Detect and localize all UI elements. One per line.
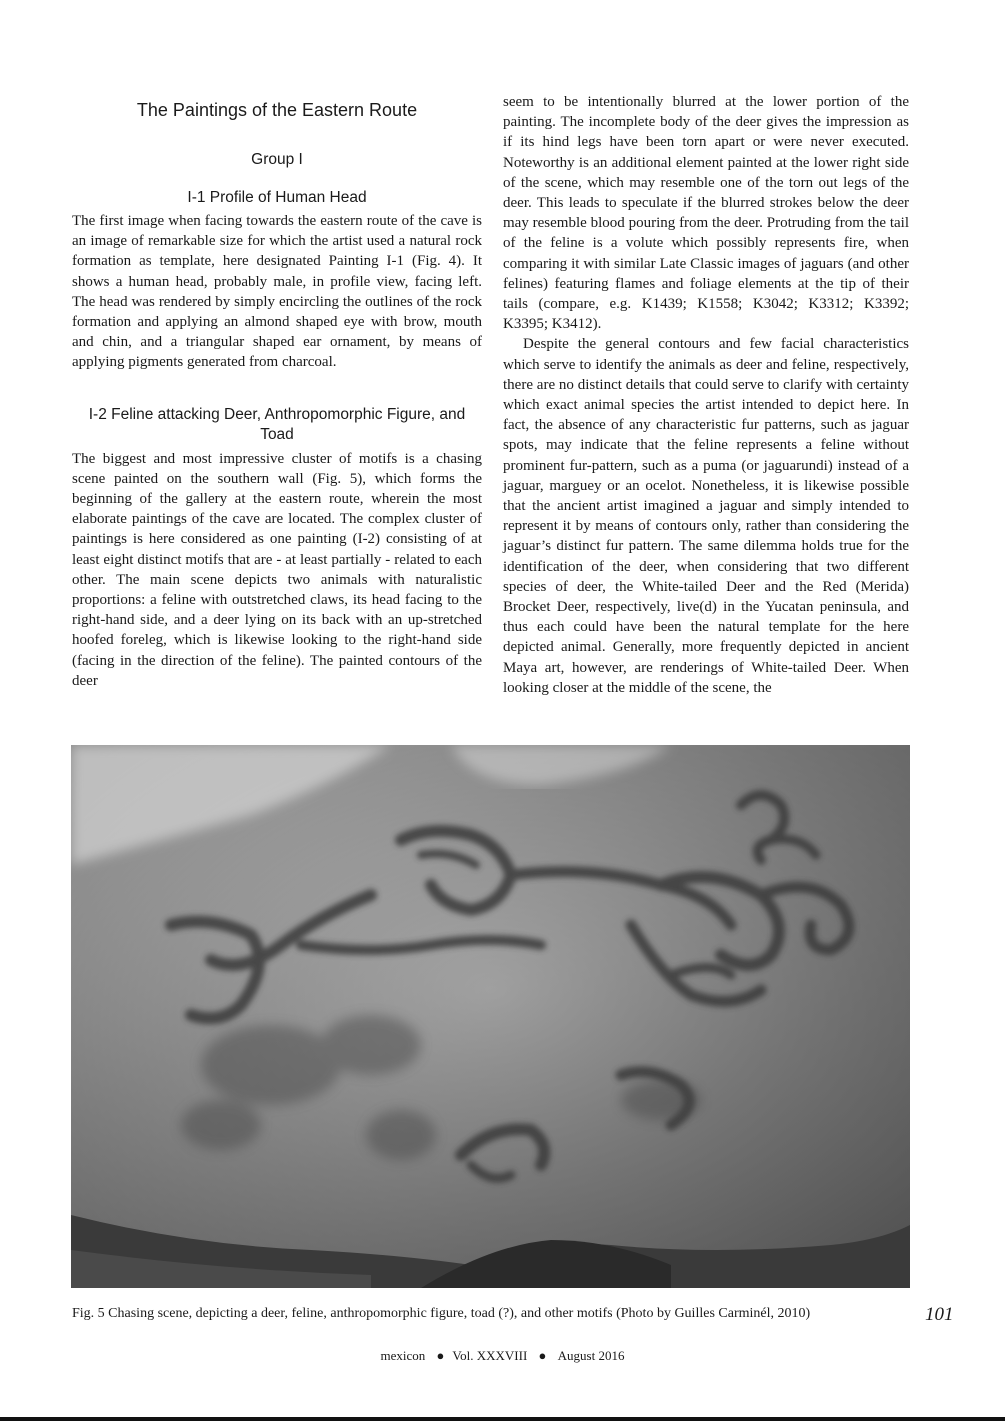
left-column	[72, 96, 482, 691]
figure-caption: Fig. 5 Chasing scene, depicting a deer, feline, anthropomorphic figure, toad (?), and other motifs (Photo by Guilles Carminél, 2010)	[72, 1306, 811, 1321]
cave-painting-photo	[71, 745, 910, 1288]
right-paragraph-1: seem to be intentionally blurred at the lower portion of the painting. The incomplete body of the deer gives the impression as if its hind legs have been torn apart or were never executed. Noteworthy is an additional element painted at the lower right side of the scene, which may resemble one of the torn out legs of the deer. This leads to speculate if the blurred strokes below the deer may resemble blood pouring from the deer. Protruding from the tail of the feline is a volute which possibly represents fire, when comparing it with similar Late Classic images of jaguars (and other felines) featuring flames and foliage elements at the tip of their tails (compare, e.g. K1439; K1558; K3042; K3312; K3392; K3395; K3412).	[503, 94, 909, 333]
journal-name: mexicon	[380, 1348, 426, 1363]
journal-volume: Vol. XXXVIII	[452, 1348, 528, 1363]
group-heading: Group I	[251, 151, 303, 168]
right-column	[503, 92, 909, 698]
bottom-rule	[0, 1417, 1005, 1421]
section-i1-text: The first image when facing towards the eastern route of the cave is an image of remarkable size for which the artist used a natural rock formation as template, here designated Painting I-1 (Fig. 4). It shows a human head, probably male, in profile view, facing left. The head was rendered by simply encircling the outlines of the rock formation and applying an almond shaped eye with brow, mouth and chin, and a triangular shaped ear ornament, by means of applying pigments generated from charcoal.	[72, 213, 482, 371]
footer-bullet-icon: ●	[538, 1348, 547, 1363]
page-number: 101	[925, 1304, 954, 1325]
right-paragraph-2: Despite the general contours and few facial characteristics which serve to identify the animals as deer and feline, respectively, there are no distinct details that could serve to clarify with certainty which exact animal species the artist intended to depict here. In fact, the absence of any characteristic fur patterns, such as jaguar spots, may indicate that the feline represents a feline without prominent fur-pattern, such as a puma (or jaguarundi) instead of a jaguar, marguey or an ocelot. Nonetheless, it is likewise possible that the ancient artist imagined a jaguar and simply intended to represent it by means of contours only, rather than considering the jaguar’s distinct fur pattern. The same dilemma holds true for the identification of the deer, when considering that two different species of deer, the White-tailed Deer and the Red (Merida) Brocket Deer, respectively, live(d) in the Yucatan peninsula, and thus each could have been the natural template for the here depicted animal. Generally, more frequently depicted in ancient Maya art, however, are renderings of White-tailed Deer. When looking closer at the middle of the scene, the	[503, 336, 909, 696]
page-footer	[0, 1348, 1005, 1364]
section-heading-i2: I-2 Feline attacking Deer, Anthropomorphic Figure, and Toad	[88, 405, 466, 443]
article-title: The Paintings of the Eastern Route	[136, 100, 418, 120]
section-heading-i1: I-1 Profile of Human Head	[187, 189, 367, 206]
footer-bullet-icon: ●	[436, 1348, 445, 1363]
issue-date: August 2016	[557, 1348, 625, 1363]
section-i2-text: The biggest and most impressive cluster of motifs is a chasing scene painted on the southern wall (Fig. 5), which forms the beginning of the gallery at the eastern route, wherein the most elaborate paintings of the cave are located. The complex cluster of paintings is here considered as one painting (I-2) consisting of at least eight distinct motifs that are - at least partially - related to each other. The main scene depicts two animals with naturalistic proportions: a feline with outstretched claws, its head facing to the right-hand side, and a deer lying on its back with an up-stretched hoofed foreleg, which is likewise looking to the right-hand side (facing in the direction of the feline). The painted contours of the deer	[72, 450, 482, 689]
